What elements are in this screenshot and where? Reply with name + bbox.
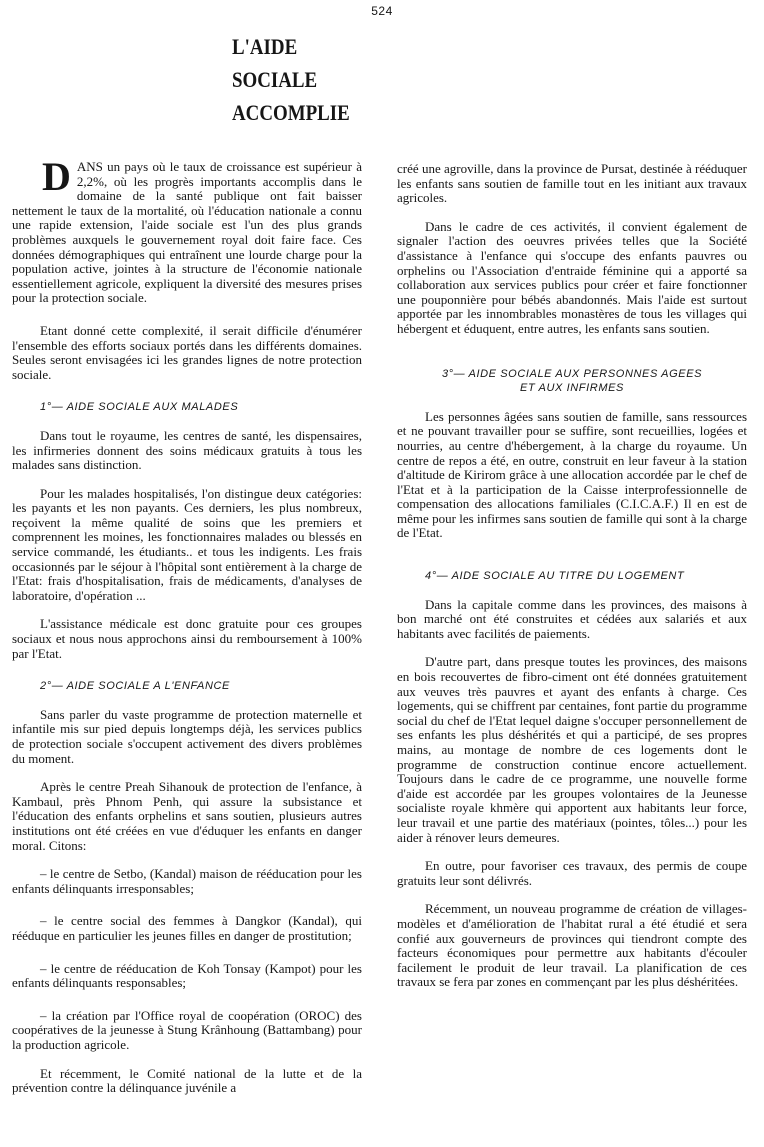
section-heading-4: 4°— AIDE SOCIALE AU TITRE DU LOGEMENT bbox=[425, 570, 685, 583]
drop-cap: D bbox=[42, 154, 71, 199]
section-heading-1: 1°— AIDE SOCIALE AUX MALADES bbox=[40, 401, 239, 414]
intro-paragraph-2: Etant donné cette complexité, il serait difficile d'énumérer l'ensemble des efforts sociaux portés dans les différents domaines. Seules seront envisagées ici les grandes lignes de notre protection sociale. bbox=[12, 322, 362, 382]
section-heading-3-line-1: 3°— AIDE SOCIALE AUX PERSONNES AGEES bbox=[441, 367, 703, 380]
section-4-paragraph: D'autre part, dans presque toutes les provinces, des maisons en bois recouvertes de fibro-ciment ont été données gratuitement aux veuves très pauvres et ayant des enfants à charge. Ces logements, qui se chiffrent par centaines, font partie du programme social du chef de l'Etat lequel daigne s'occuper personnellement de ses enfants les plus déshérités et qui a participé, de ses propres mains, au montage de nombre de ces logements dont le programme de construction continue encore actuellement. Toujours dans le cadre de ce programme, une nouvelle forme d'aide est accordée par les groupes volontaires de la Jeunesse socialiste royale khmère qui apportent aux habitants leur force, leur travail et une partie des matériaux (pointes, tôles...) pour les aider à rénover leurs demeures. bbox=[397, 654, 747, 845]
intro-paragraph bbox=[12, 154, 362, 306]
section-heading-3-line-2: ET AUX INFIRMES bbox=[520, 382, 624, 395]
title-line-1: L'AIDE bbox=[232, 34, 298, 59]
section-2-paragraph: Après le centre Preah Sihanouk de protection de l'enfance, à Kambaul, près Phnom Penh, qui assure la subsistance et l'éducation des enfants orphelins et sans soutien, plusieurs autres institutions ont été créées en vue d'éduquer les enfants en danger moral. Citons: bbox=[12, 779, 362, 853]
page-number: 524 bbox=[371, 4, 393, 18]
continuation-paragraph: créé une agroville, dans la province de Pursat, destinée à rééduquer les enfants sans soutien de famille tout en les initiant aux travaux agricoles. bbox=[397, 161, 747, 206]
section-3-paragraph: Les personnes âgées sans soutien de famille, sans ressources et ne pouvant travailler pour se suffire, sont recueillies, logées et nourries, au centre d'hébergement, à la charge du royaume. Un centre de repos a été, en outre, construit en leur faveur à la station d'altitude de Kirirom grâce à une allocation accordée par le chef de l'Etat et à la participation de la Caisse interprofessionnelle de compensation des allocations familiales (C.I.C.A.F.) Il en est de même pour les infirmes sans soutien de famille qui sont à la charge de l'Etat. bbox=[397, 408, 747, 541]
section-1-paragraph: Pour les malades hospitalisés, l'on distingue deux catégories: les payants et les non payants. Ces derniers, les plus nombreux, reçoivent la même qualité de soins que les premiers et comprennent les moines, les fonctionnaires malades ou blessés en service commandé, les étudiants.. et tous les indigents. Les frais occasionnés par le séjour à l'hôpital sont entièrement à la charge de l'Etat: frais d'hospitalisation, frais de médicaments, d'analyses de laboratoire, d'opération ... bbox=[12, 485, 362, 603]
section-heading-2: 2°— AIDE SOCIALE A L'ENFANCE bbox=[40, 680, 230, 693]
title-line-3: ACCOMPLIE bbox=[232, 100, 350, 125]
left-column bbox=[12, 154, 362, 1110]
section-4-paragraph: Récemment, un nouveau programme de création de villages-modèles et d'amélioration de l'habitat rural a été étudié et sera confié aux gouverneurs de provinces qui tiendront compte des facteurs économiques pour permettre aux habitants d'écouler facilement le produit de leur travail. La planification de ces travaux se fera par zones en commençant par les plus déshéritées. bbox=[397, 901, 747, 990]
list-item: – le centre social des femmes à Dangkor (Kandal), qui rééduque en particulier les jeunes filles en danger de prostitution; bbox=[12, 913, 362, 943]
intro-text: ANS un pays où le taux de croissance est supérieur à 2,2%, où les progrès importants accomplis dans le domaine de la santé publique ont fait baisser nettement le taux de la mortalité, où l'éducation nationale a connu une rapide extension, l'aide sociale est l'un des plus grands problèmes auxquels le gouvernement royal doit faire face. Ces données démographiques qui entraînent une lourde charge pour la population active, jointes à la structure de l'économie nationale essentiellement agricole, expliquent la diversité des mesures prises pour la protection sociale. bbox=[12, 159, 362, 306]
list-item: – le centre de rééducation de Koh Tonsay (Kampot) pour les enfants délinquants responsables; bbox=[12, 960, 362, 991]
section-4-paragraph: Dans la capitale comme dans les provinces, des maisons à bon marché ont été construites et cédées aux salariés et aux habitants avec facilités de paiements. bbox=[397, 596, 747, 641]
list-item: – le centre de Setbo, (Kandal) maison de rééducation pour les enfants délinquants irresponsables; bbox=[12, 866, 362, 896]
list-item: – la création par l'Office royal de coopération (OROC) des coopératives de la jeunesse à Stung Krânhoung (Battambang) pour la production agricole. bbox=[12, 1007, 362, 1052]
private-works-paragraph: Dans le cadre de ces activités, il convient également de signaler l'action des oeuvres privées telles que la Société d'assistance à l'enfance qui s'occupe des enfants pauvres ou orphelins ou l'Association d'entraide féminine qui a apporté sa collaboration aux services publics pour créer et faire fonctionner une pouponnière pour bébés abandonnés. Mais l'aide est surtout apportée par les innombrables monastères de tous les villages qui hébergent et éduquent, entre autres, les enfants sans soutien. bbox=[397, 218, 747, 336]
section-heading-3 bbox=[397, 367, 747, 396]
section-1-paragraph: Dans tout le royaume, les centres de santé, les dispensaires, les infirmeries donnent des soins médicaux gratuits à tous les malades sans distinction. bbox=[12, 427, 362, 473]
article-title bbox=[232, 30, 350, 129]
section-4-paragraph: En outre, pour favoriser ces travaux, des permis de coupe gratuits leur sont délivrés. bbox=[397, 858, 747, 888]
section-1-paragraph: L'assistance médicale est donc gratuite pour ces groupes sociaux et nous nous approchons ainsi du remboursement à 100% par l'Etat. bbox=[12, 616, 362, 661]
section-2-paragraph: Sans parler du vaste programme de protection maternelle et infantile mis sur pied depuis longtemps déjà, les services publics de protection sociale s'occupent activement des divers problèmes du moment. bbox=[12, 706, 362, 766]
right-column bbox=[397, 162, 747, 1004]
title-line-2: SOCIALE bbox=[232, 67, 318, 92]
section-2-closing: Et récemment, le Comité national de la lutte et de la prévention contre la délinquance juvénile a bbox=[12, 1065, 362, 1096]
